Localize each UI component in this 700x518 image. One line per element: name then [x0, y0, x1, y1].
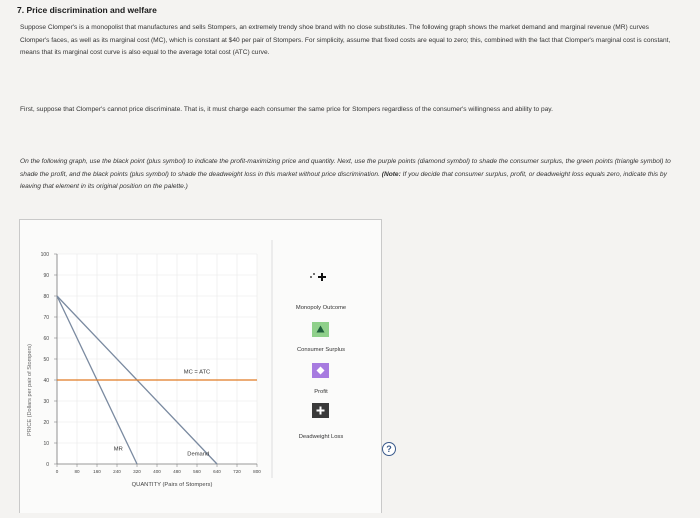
note-text: If you decide that consumer surplus, profit, or deadweight loss equals zero, indicate this by leaving that element in its original position on the palette.)	[20, 170, 667, 190]
palette-label-consumer-surplus: Consumer Surplus	[296, 347, 346, 353]
y-tick-label: 0	[46, 461, 49, 468]
help-icon[interactable]: ?	[382, 442, 396, 456]
x-tick-label: 480	[173, 469, 181, 474]
y-tick-label: 70	[43, 314, 49, 321]
question-paragraph-2: First, suppose that Clomper's cannot price discriminate. That is, it must charge each consumer the same price for Stompers regardless of the consumer's willingness and ability to pay.	[20, 106, 553, 113]
graph-svg[interactable]	[20, 220, 381, 513]
y-tick-label: 100	[40, 251, 49, 258]
annotation-mc-atc: MC = ATC	[183, 369, 211, 376]
x-tick-label: 240	[113, 469, 121, 474]
y-tick-label: 20	[43, 419, 49, 426]
palette	[272, 240, 346, 478]
y-tick-label: 60	[43, 335, 49, 342]
note-label: (Note:	[381, 170, 401, 178]
palette-item-deadweight-loss[interactable]	[299, 403, 344, 440]
palette-item-consumer-surplus[interactable]	[297, 322, 345, 353]
x-tick-label: 160	[93, 469, 101, 474]
monopoly-plus-icon[interactable]	[318, 273, 326, 281]
x-tick-label: 800	[253, 469, 261, 474]
monopoly-dot-2	[313, 273, 315, 275]
question-paragraph-1: Suppose Clomper's is a monopolist that manufactures and sells Stompers, an extremely trendy shoe brand with no close substitutes. The following graph shows the market demand and marginal revenue (MR) curves Clomper's faces, as well as its marginal cost (MC), which is constant at $40 per pair of Stompers. For simplicity, assume that fixed costs are equal to zero; this, combined with the fact that Clomper's marginal cost is constant, means that its marginal cost curve is also equal to the average total cost (ATC) curve.	[20, 24, 671, 56]
question-paragraph-3	[20, 156, 680, 194]
palette-item-monopoly-outcome[interactable]	[296, 273, 346, 311]
y-tick-label: 30	[43, 398, 49, 405]
x-tick-label: 720	[233, 469, 241, 474]
x-tick-label: 640	[213, 469, 221, 474]
x-tick-label: 0	[55, 469, 59, 474]
y-tick-label: 80	[43, 293, 49, 300]
palette-label-monopoly-outcome: Monopoly Outcome	[295, 305, 347, 311]
x-tick-label: 560	[193, 469, 201, 474]
instructions-text: On the following graph, use the black point (plus symbol) to indicate the profit-maximizing price and quantity. Next, use the purple points (diamond symbol) to shade the consumer surplus, the green points (triangle symbol) to shade the profit, and the black points (plus symbol) to shade the deadweight loss in this market without price discrimination.	[20, 158, 671, 178]
annotation-demand: Demand	[187, 451, 210, 458]
monopoly-dot-1	[310, 276, 312, 278]
y-axis-label: PRICE (Dollars per pair of Stompers)	[27, 343, 33, 437]
y-tick-label: 50	[43, 356, 49, 363]
x-axis-label: QUANTITY (Pairs of Stompers)	[131, 482, 213, 488]
y-tick-label: 90	[43, 272, 49, 279]
y-tick-label: 40	[43, 377, 49, 384]
x-tick-label: 400	[153, 469, 161, 474]
axes-group	[41, 252, 262, 474]
palette-label-profit: Profit	[314, 389, 328, 395]
y-tick-label: 10	[43, 440, 49, 447]
annotation-mr: MR	[113, 446, 123, 453]
x-tick-label: 320	[133, 469, 141, 474]
palette-item-profit[interactable]	[312, 363, 329, 395]
graph-panel	[19, 219, 392, 513]
question-title: 7. Price discrimination and welfare	[17, 5, 157, 15]
x-tick-label: 80	[74, 469, 80, 474]
palette-label-deadweight-loss: Deadweight Loss	[298, 434, 344, 440]
